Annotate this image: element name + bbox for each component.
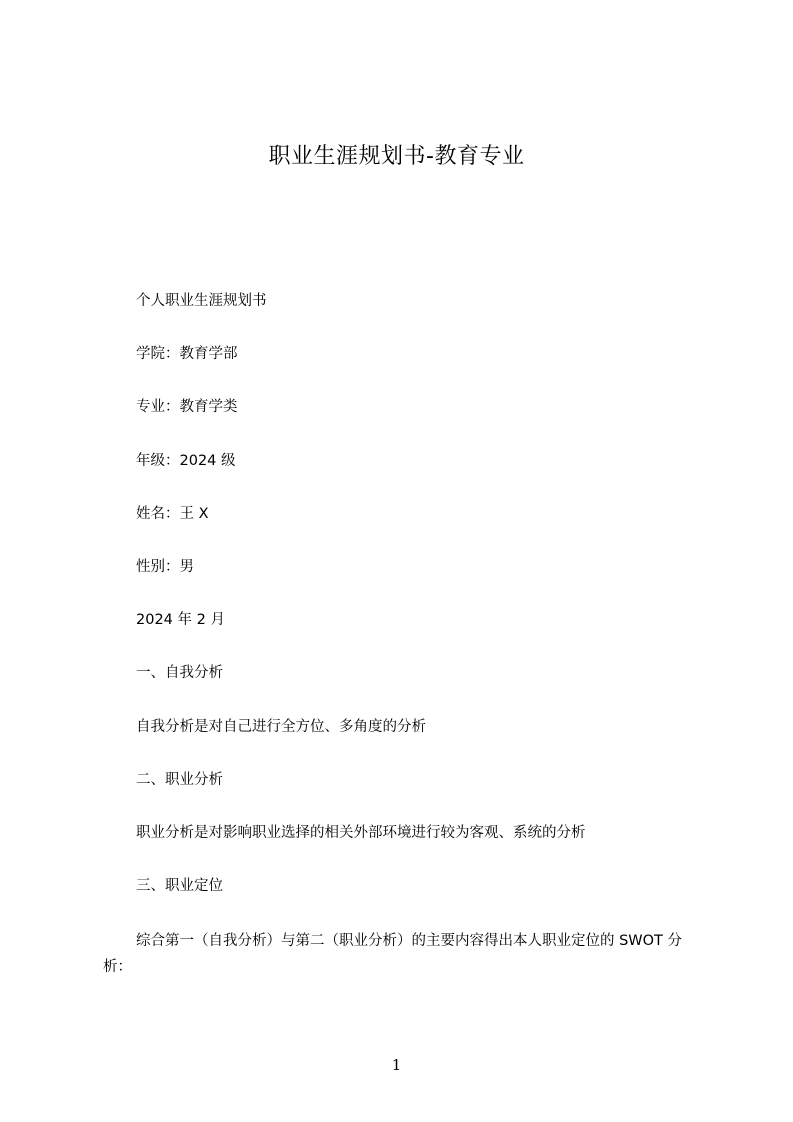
self-analysis-text: 自我分析是对自己进行全方位、多角度的分析 xyxy=(136,719,426,735)
name-field: 姓名：王 X xyxy=(136,506,209,522)
section-heading-career-positioning: 三、职业定位 xyxy=(136,878,223,894)
document-title: 职业生涯规划书-教育专业 xyxy=(268,144,525,169)
page-number: 1 xyxy=(391,1056,402,1074)
section-heading-self-analysis: 一、自我分析 xyxy=(136,665,223,681)
career-analysis-text: 职业分析是对影响职业选择的相关外部环境进行较为客观、系统的分析 xyxy=(136,825,586,841)
college-field: 学院：教育学部 xyxy=(136,346,238,362)
major-field: 专业：教育学类 xyxy=(136,399,238,415)
section-heading-career-analysis: 二、职业分析 xyxy=(136,772,223,788)
swot-intro-paragraph: 综合第一（自我分析）与第二（职业分析）的主要内容得出本人职业定位的 SWOT 分析： xyxy=(103,933,683,975)
date-line: 2024 年 2 月 xyxy=(136,612,225,628)
grade-field: 年级：2024 级 xyxy=(136,453,236,469)
heading-personal-career-plan: 个人职业生涯规划书 xyxy=(136,293,267,309)
gender-field: 性别：男 xyxy=(136,559,194,575)
